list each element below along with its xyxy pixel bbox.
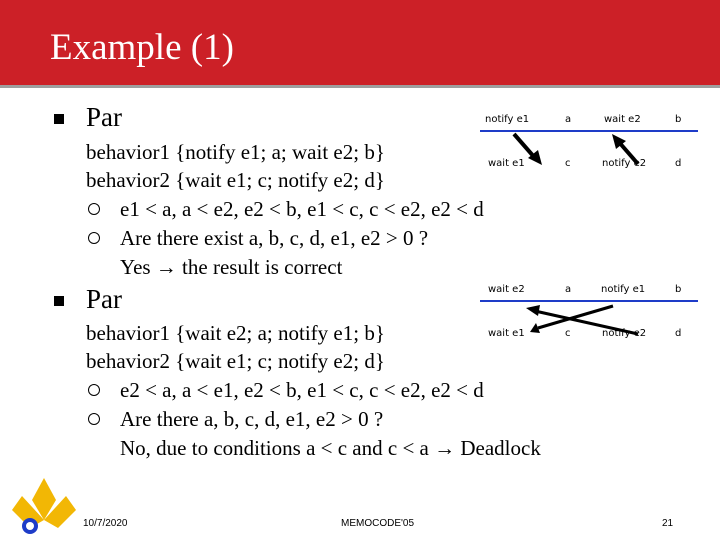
diagram1-bottom-event-3: notify e2 [602,158,647,169]
sync-arrow-e1 [514,134,535,158]
diagram1-top-event-2: a [565,114,572,125]
diagram1-top-event-3: wait e2 [604,114,641,125]
sub-bullet-circle-icon [88,413,100,425]
diagram2-bottom-event-1: wait e1 [488,328,525,339]
section2-point1: e2 < a, a < e1, e2 < b, e1 < c, c < e2, e2 < d [120,378,484,402]
sub-bullet-circle-icon [88,203,100,215]
bullet-square-icon [54,296,64,306]
timing-diagram-2 [478,282,700,342]
diagram1-bottom-event-4: d [675,158,682,169]
arrow-head-icon [526,305,540,316]
section1-behavior2: behavior2 {wait e1; c; notify e2; d} [86,168,385,192]
footer-page-number: 21 [662,518,674,529]
section2-heading: Par [86,284,122,314]
diagram2-bottom-event-3: notify e2 [602,328,647,339]
bullet-square-icon [54,114,64,124]
section2-result: No, due to conditions a < c and c < a → Deadlock [120,436,541,460]
diagram2-bottom-event-2: c [565,328,571,339]
sub-bullet-circle-icon [88,384,100,396]
section2-behavior1: behavior1 {wait e2; a; notify e1; b} [86,321,385,345]
timing-diagram-1 [478,112,700,172]
university-ginkgo-logo-icon [8,470,80,538]
diagram1-top-event-1: notify e1 [485,114,530,125]
diagram1-bottom-event-2: c [565,158,571,169]
section1-result: Yes → the result is correct [120,255,343,279]
diagram2-top-event-3: notify e1 [601,284,646,295]
section2-behavior2: behavior2 {wait e1; c; notify e2; d} [86,349,385,373]
section1-point1: e1 < a, a < e2, e2 < b, e1 < c, c < e2, e2 < d [120,197,484,221]
slide-title: Example (1) [50,27,234,68]
sub-bullet-circle-icon [88,232,100,244]
footer-date: 10/7/2020 [83,518,128,529]
section1-point2: Are there exist a, b, c, d, e1, e2 > 0 ? [120,226,429,250]
footer-center-text: MEMOCODE'05 [341,518,415,529]
diagram2-top-event-1: wait e2 [488,284,525,295]
section1-behavior1: behavior1 {notify e1; a; wait e2; b} [86,140,385,164]
diagram2-top-event-4: b [675,284,682,295]
header-divider [0,85,720,88]
diagram1-bottom-event-1: wait e1 [488,158,525,169]
diagram1-top-event-4: b [675,114,682,125]
section2-point2: Are there a, b, c, d, e1, e2 > 0 ? [120,407,384,431]
section1-heading: Par [86,102,122,132]
diagram2-bottom-event-4: d [675,328,682,339]
diagram2-top-event-2: a [565,284,572,295]
